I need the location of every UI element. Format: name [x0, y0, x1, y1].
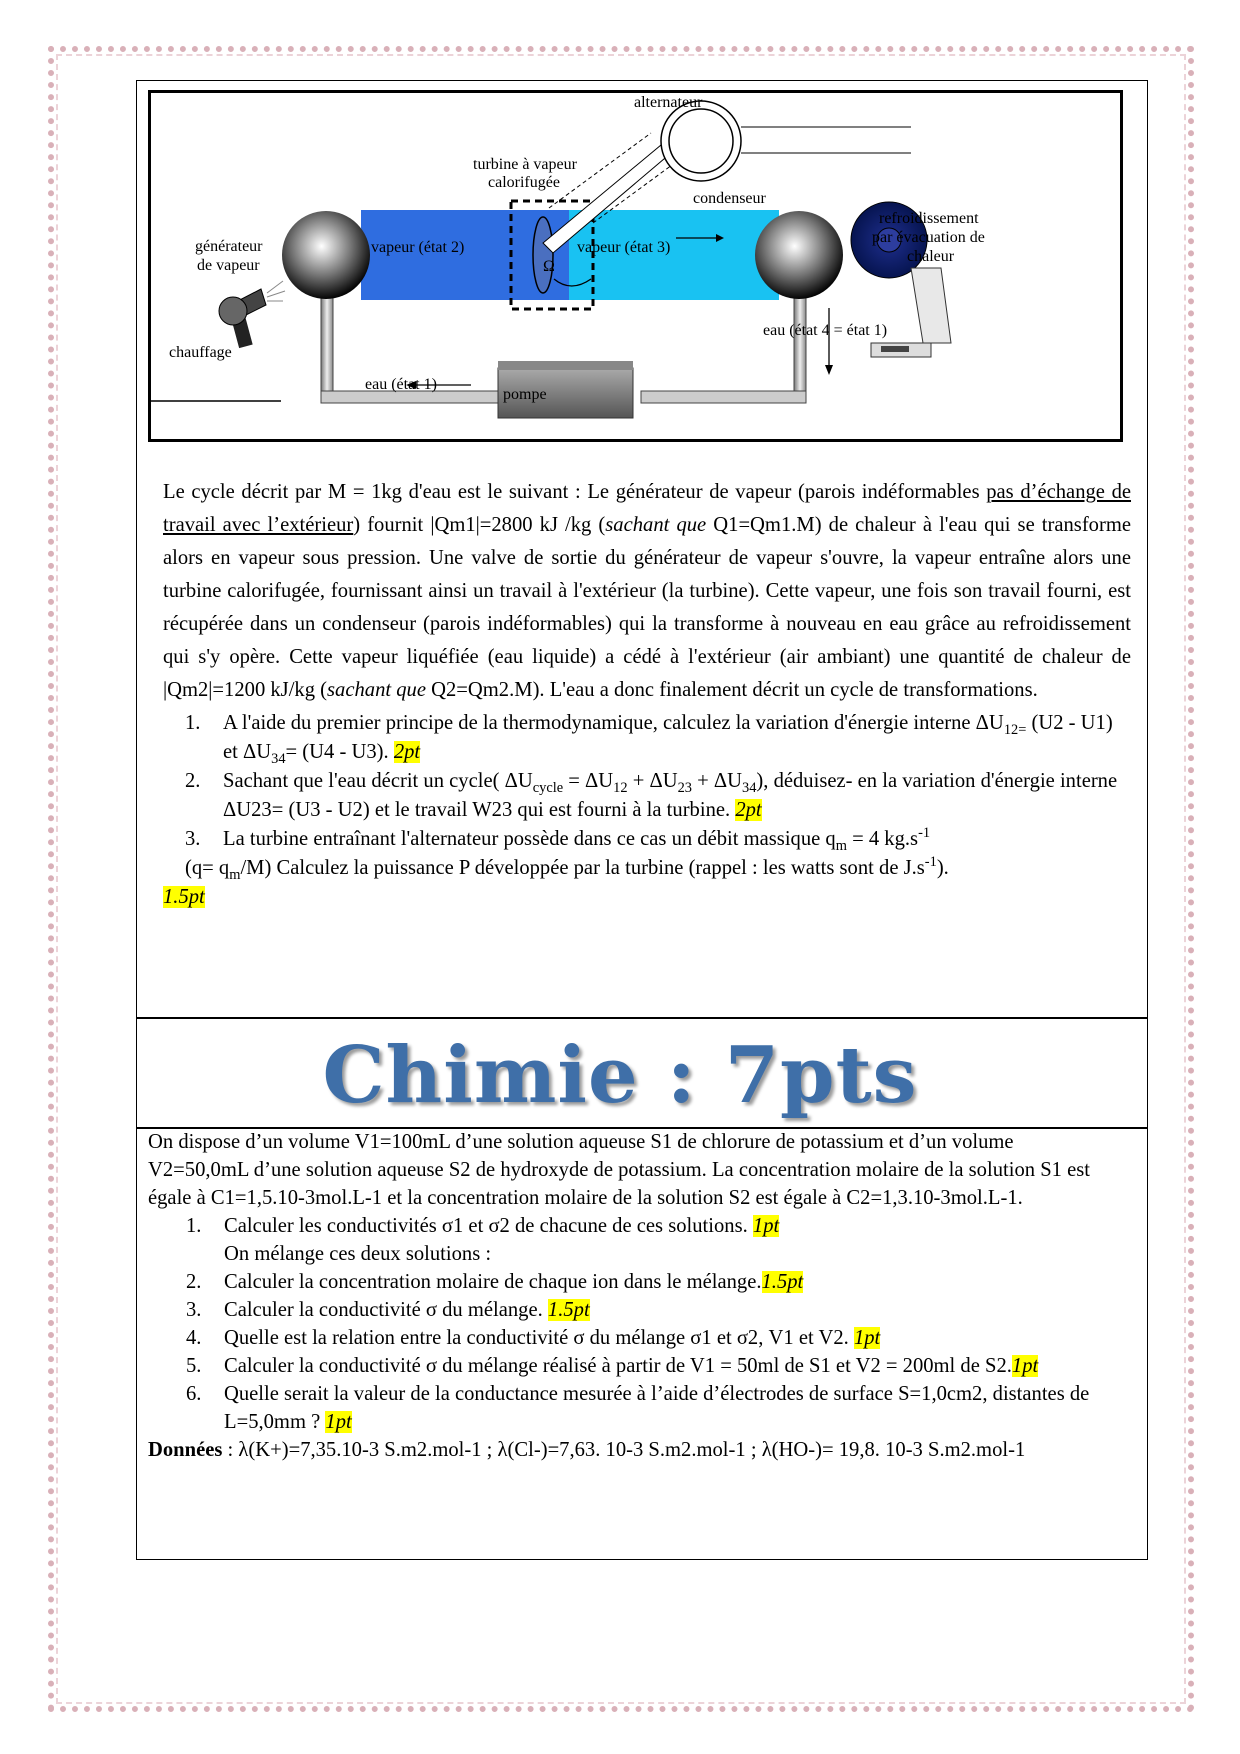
p1-underlined: pas d’échange de travail avec l’extérieur [163, 481, 1132, 536]
chemistry-intro: On dispose d’un volume V1=100mL d’une solution aqueuse S1 de chlorure de potassium et d’un volume V2=50,0mL d’une solution aqueuse S2 de hydroxyde de potassium. La concentration molaire de la solution S1 est égale à C1=1,5.10-3mol.L-1 et la concentration molaire de la solution S2 est égale à C2=1,3.10-3mol.L-1. [148, 1131, 1090, 1209]
cq1-extra: On mélange ces deux solutions : [224, 1243, 492, 1265]
cq2-text: Calculer la concentration molaire de chaque ion dans le mélange. [224, 1271, 762, 1293]
cq2-number: 2. [186, 1271, 202, 1293]
hair-dryer-icon [219, 281, 285, 348]
q1-text: A l'aide du premier principe de la thermodynamique, calculez la variation d'énergie interne ΔU [223, 712, 1004, 734]
p1-part-b: ) fournit |Qm1|=2800 kJ /kg ( [353, 514, 606, 536]
physics-questions [163, 709, 1131, 854]
label-vapeur-2: vapeur (état 2) [371, 239, 465, 256]
label-alternateur: alternateur [634, 94, 703, 111]
q3-a: La turbine entraînant l'alternateur possède dans ce cas un débit massique q [223, 828, 836, 850]
data-label: Données [148, 1439, 223, 1461]
q3-number: 3. [185, 828, 201, 850]
p1-part-c: Q1=Qm1.M) de chaleur à l'eau qui se transforme alors en vapeur sous pression. Une valve de sortie du générateur de vapeur s'ouvre, la vapeur entraîne alors une turbine calorifugée, fournissant ainsi un travail à l'extérieur (la turbine). Cette vapeur, une fois son travail fourni, est récupérée dans un condenseur (parois indéformables) qui la transforme à nouveau en eau grâce au refroidissement qui s'y opère. Cette vapeur liquéfiée (eau liquide) a cédé à l'extérieur (air ambiant) une quantité de chaleur de |Qm2|=1200 kJ/kg ( [163, 514, 1131, 701]
cq1-number: 1. [186, 1215, 202, 1237]
cq3-points: 1.5pt [547, 1299, 590, 1321]
chemistry-question-3 [148, 1296, 1113, 1324]
physics-question-2 [163, 767, 1131, 825]
chemistry-data [148, 1436, 1113, 1464]
q2-a: Sachant que l'eau décrit un cycle( ΔU [223, 770, 533, 792]
q1-rest2: = (U4 - U3). [285, 741, 394, 763]
label-condenseur: condenseur [693, 190, 766, 207]
q2-b: = ΔU [563, 770, 614, 792]
q3-d: /M) Calculez la puissance P développée par la turbine (rappel : les watts sont de J.s [240, 857, 925, 879]
cq5-text: Calculer la conductivité σ du mélange réalisé à partir de V1 = 50ml de S1 et V2 = 200ml de S2. [224, 1355, 1012, 1377]
cq4-number: 4. [186, 1327, 202, 1349]
physics-question-1 [163, 709, 1131, 767]
p1-italic-2: sachant que [327, 679, 426, 701]
diagram-svg [151, 93, 1126, 445]
q3-b: = 4 kg.s [846, 828, 919, 850]
q3-points: 1.5pt [163, 886, 205, 908]
cq5-number: 5. [186, 1355, 202, 1377]
p1-part-d: Q2=Qm2.M). L'eau a donc finalement décrit un cycle de transformations. [425, 679, 1038, 701]
q1-number: 1. [185, 712, 201, 734]
q3-sup: -1 [918, 825, 931, 842]
label-turbine-2: calorifugée [488, 174, 560, 191]
chemistry-question-6 [148, 1380, 1113, 1436]
p1-italic-1: sachant que [605, 514, 707, 536]
label-chauffage: chauffage [169, 344, 232, 361]
cq5-points: 1pt [1011, 1355, 1039, 1377]
cq6-text: Quelle serait la valeur de la conductance mesurée à l’aide d’électrodes de surface S=1,0cm2, distantes de L=5,0mm ? [224, 1383, 1090, 1433]
label-pompe: pompe [503, 386, 547, 403]
physics-question-3-cont [163, 854, 1131, 883]
q3-e: ). [936, 857, 949, 879]
physics-text [163, 476, 1131, 912]
q2-number: 2. [185, 770, 201, 792]
pipe-left-vertical [321, 293, 333, 403]
cq1-text: Calculer les conductivités σ1 et σ2 de chacune de ces solutions. [224, 1215, 753, 1237]
q3-points-line [163, 883, 1131, 912]
chemistry-question-5 [148, 1352, 1113, 1380]
label-turbine-1: turbine à vapeur [473, 156, 577, 173]
physics-paragraph [163, 476, 1131, 707]
cq4-points: 1pt [853, 1327, 881, 1349]
q2-s34: 34 [742, 780, 757, 797]
q2-s12: 12 [613, 780, 628, 797]
data-values: : λ(K+)=7,35.10-3 S.m2.mol-1 ; λ(Cl-)=7,63. 10-3 S.m2.mol-1 ; λ(HO-)= 19,8. 10-3 S.m2.mol-1 [222, 1439, 1026, 1461]
cq3-text: Calculer la conductivité σ du mélange. [224, 1299, 548, 1321]
q2-d: + ΔU [691, 770, 743, 792]
label-refroid-2: par évacuation de [872, 229, 985, 246]
cq6-points: 1pt [325, 1411, 352, 1433]
q2-points: 2pt [735, 799, 762, 821]
q1-sub2: 34 [271, 751, 286, 768]
condenser-sphere [755, 211, 843, 299]
cq6-number: 6. [186, 1383, 202, 1405]
cq4-text: Quelle est la relation entre la conductivité σ du mélange σ1 et σ2, V1 et V2. [224, 1327, 854, 1349]
physics-question-3 [163, 825, 1131, 854]
pipe-right-vertical [794, 293, 806, 403]
chemistry-title: Chimie : 7pts [322, 1030, 918, 1121]
q1-rest: (U2 - U1) et ΔU [223, 712, 1113, 763]
chemistry-question-4 [148, 1324, 1113, 1352]
q3-sup2: -1 [924, 854, 937, 871]
q3-sub2: m [229, 867, 241, 884]
label-generateur-1: générateur [195, 238, 263, 255]
label-eau-1: eau (état 1) [365, 376, 437, 393]
chemistry-questions [148, 1212, 1113, 1436]
label-omega: Ω [543, 258, 555, 275]
label-eau-4: eau (état 4 = état 1) [763, 322, 888, 339]
cq1-points: 1pt [752, 1215, 780, 1237]
cq2-points: 1.5pt [761, 1271, 804, 1293]
q2-s23: 23 [677, 780, 692, 797]
pump-top [498, 361, 633, 370]
generator-sphere [282, 211, 370, 299]
label-refroid-3: chaleur [907, 248, 955, 265]
q2-sub: cycle [532, 780, 564, 797]
q2-e: ), déduisez- en la variation d'énergie interne ΔU23= (U3 - U2) et le travail W23 qui est fourni à la turbine. [223, 770, 1118, 821]
label-refroid-1: refroidissement [879, 210, 979, 227]
q3-c: (q= q [185, 857, 230, 879]
cq3-number: 3. [186, 1299, 202, 1321]
q2-c: + ΔU [627, 770, 678, 792]
chemistry-question-1 [148, 1212, 1113, 1268]
chemistry-question-2 [148, 1268, 1113, 1296]
q3-sub: m [835, 838, 847, 855]
chemistry-text [148, 1128, 1113, 1464]
q1-points: 2pt [393, 741, 421, 763]
pipe-bottom-right [641, 391, 806, 403]
label-vapeur-3: vapeur (état 3) [577, 239, 671, 256]
turbine-disc [533, 217, 553, 293]
p1-part-a: Le cycle décrit par M = 1kg d'eau est le suivant : Le générateur de vapeur (parois indéformables [163, 481, 987, 503]
q1-sub1: 12= [1003, 722, 1027, 739]
label-generateur-2: de vapeur [197, 257, 260, 274]
steam-cycle-diagram [148, 90, 1123, 442]
